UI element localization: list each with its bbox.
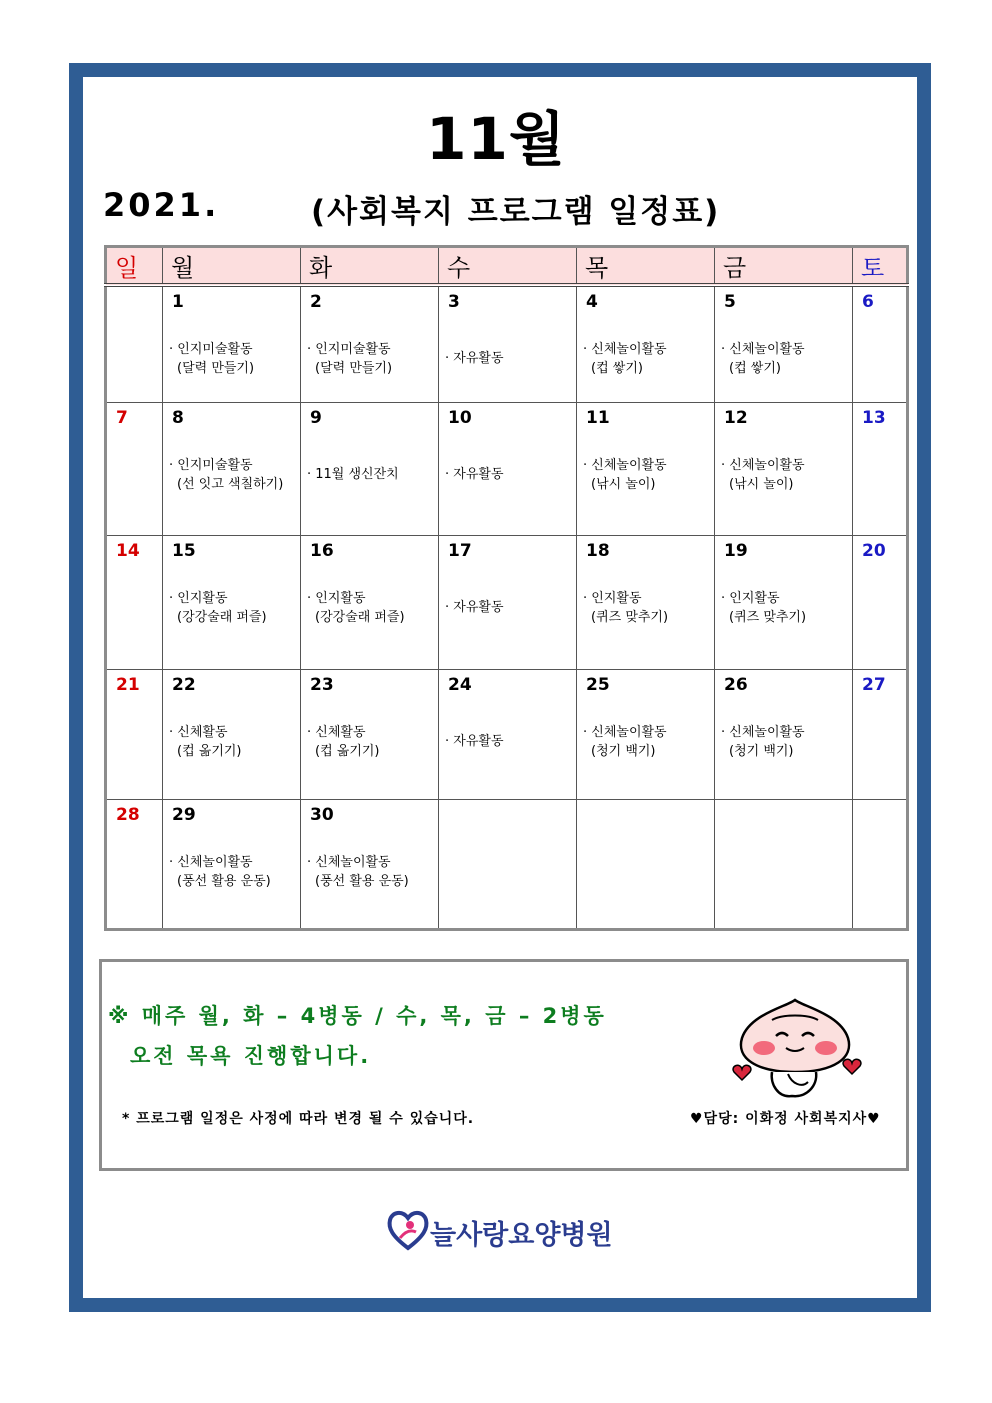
calendar-day-cell bbox=[715, 799, 853, 929]
day-number bbox=[577, 800, 714, 829]
activity-name: · 신체놀이활동 bbox=[721, 457, 805, 473]
activity bbox=[715, 432, 852, 494]
calendar-day-cell bbox=[715, 402, 853, 535]
calendar-day-cell bbox=[853, 285, 908, 402]
calendar-day-cell bbox=[301, 402, 439, 535]
day-number: 25 bbox=[586, 674, 610, 695]
day-number: 23 bbox=[310, 674, 334, 695]
calendar-day-cell bbox=[439, 535, 577, 669]
activity-detail: (풍선 활용 운동) bbox=[315, 873, 409, 889]
activity bbox=[577, 316, 714, 378]
activity-name: · 인지활동 bbox=[307, 590, 366, 606]
day-number: 30 bbox=[310, 804, 334, 825]
peach-character-icon bbox=[722, 992, 868, 1102]
day-number bbox=[439, 800, 576, 829]
activity bbox=[163, 565, 300, 627]
activity-detail: (컵 옮기기) bbox=[177, 743, 242, 759]
calendar-day-cell bbox=[853, 535, 908, 669]
activity bbox=[853, 829, 906, 862]
activity bbox=[107, 699, 162, 732]
weekday-saturday: 토 bbox=[853, 247, 908, 286]
activity bbox=[107, 829, 162, 862]
activity bbox=[715, 829, 852, 862]
day-number: 9 bbox=[310, 407, 322, 428]
weekday-monday: 월 bbox=[163, 247, 301, 286]
activity-detail: (청기 백기) bbox=[591, 743, 656, 759]
bath-schedule-notice: ※ 매주 월, 화 – 4병동 / 수, 목, 금 – 2병동 bbox=[108, 1004, 607, 1028]
day-number: 17 bbox=[448, 540, 472, 561]
activity-name: · 신체활동 bbox=[169, 724, 228, 740]
activity-detail: (달력 만들기) bbox=[177, 361, 255, 376]
activity bbox=[439, 432, 576, 484]
day-number: 8 bbox=[172, 407, 184, 428]
calendar-day-cell bbox=[163, 535, 301, 669]
day-number: 5 bbox=[724, 292, 736, 312]
activity-name: · 인지미술활동 bbox=[169, 457, 253, 473]
calendar-day-cell bbox=[163, 402, 301, 535]
calendar-day-cell bbox=[715, 669, 853, 799]
activity-name: · 자유활동 bbox=[445, 733, 504, 749]
activity bbox=[853, 565, 906, 598]
week-row bbox=[106, 285, 908, 402]
calendar-day-cell bbox=[301, 799, 439, 929]
activity-detail: (낚시 놀이) bbox=[729, 476, 794, 492]
weekday-sunday: 일 bbox=[106, 247, 163, 286]
day-number: 4 bbox=[586, 292, 598, 312]
week-row bbox=[106, 669, 908, 799]
calendar-day-cell bbox=[853, 669, 908, 799]
year-label: 2021. bbox=[103, 186, 220, 224]
calendar-day-cell bbox=[301, 535, 439, 669]
activity bbox=[163, 316, 300, 378]
hospital-logo-text: 늘사랑요양병원 bbox=[430, 1220, 613, 1251]
weekday-header-row bbox=[106, 247, 908, 286]
day-number: 26 bbox=[724, 674, 748, 695]
activity bbox=[715, 699, 852, 761]
activity-detail: (컵 옮기기) bbox=[315, 743, 380, 759]
day-number bbox=[107, 287, 162, 316]
calendar-day-cell bbox=[577, 535, 715, 669]
day-number: 11 bbox=[586, 407, 610, 428]
day-number: 24 bbox=[448, 674, 472, 695]
activity bbox=[853, 699, 906, 732]
activity-detail: (퀴즈 맞추기) bbox=[729, 609, 807, 625]
activity-name: · 신체놀이활동 bbox=[721, 342, 805, 357]
activity bbox=[301, 316, 438, 378]
calendar-day-cell bbox=[106, 799, 163, 929]
heart-logo-icon bbox=[386, 1208, 430, 1252]
activity-detail: (낚시 놀이) bbox=[591, 476, 656, 492]
day-number: 19 bbox=[724, 540, 748, 561]
activity bbox=[107, 432, 162, 465]
calendar-day-cell bbox=[163, 285, 301, 402]
day-number: 15 bbox=[172, 540, 196, 561]
calendar-day-cell bbox=[577, 799, 715, 929]
activity bbox=[107, 316, 162, 349]
activity bbox=[577, 699, 714, 761]
activity-name: · 자유활동 bbox=[445, 599, 504, 615]
day-number bbox=[853, 800, 906, 829]
calendar-day-cell bbox=[106, 535, 163, 669]
calendar-day-cell bbox=[106, 402, 163, 535]
activity-detail: (선 잇고 색칠하기) bbox=[177, 476, 284, 492]
day-number: 1 bbox=[172, 292, 184, 312]
activity bbox=[163, 829, 300, 891]
day-number: 27 bbox=[862, 674, 886, 695]
calendar-day-cell bbox=[301, 669, 439, 799]
activity-name: · 신체놀이활동 bbox=[307, 854, 391, 870]
day-number: 20 bbox=[862, 540, 886, 561]
day-number: 16 bbox=[310, 540, 334, 561]
calendar-day-cell bbox=[715, 285, 853, 402]
day-number: 29 bbox=[172, 804, 196, 825]
calendar-day-cell bbox=[439, 669, 577, 799]
calendar-day-cell bbox=[577, 402, 715, 535]
activity-name: · 자유활동 bbox=[445, 466, 504, 482]
calendar-day-cell bbox=[577, 669, 715, 799]
activity-name: · 자유활동 bbox=[445, 351, 504, 366]
program-title: (사회복지 프로그램 일정표) bbox=[311, 194, 721, 230]
weekday-thursday: 목 bbox=[577, 247, 715, 286]
calendar-day-cell bbox=[106, 285, 163, 402]
activity bbox=[439, 565, 576, 617]
activity-name: · 신체활동 bbox=[307, 724, 366, 740]
calendar-day-cell bbox=[715, 535, 853, 669]
calendar-day-cell bbox=[853, 402, 908, 535]
activity-name: · 신체놀이활동 bbox=[721, 724, 805, 740]
month-title: 11월 bbox=[426, 105, 566, 173]
activity bbox=[577, 829, 714, 862]
activity-detail: (강강술래 퍼즐) bbox=[315, 609, 405, 625]
activity-detail: (퀴즈 맞추기) bbox=[591, 609, 669, 625]
calendar-day-cell bbox=[853, 799, 908, 929]
activity bbox=[301, 565, 438, 627]
bath-schedule-notice-2: 오전 목욕 진행합니다. bbox=[130, 1044, 372, 1068]
calendar-table bbox=[104, 245, 909, 931]
activity-name: · 신체놀이활동 bbox=[583, 457, 667, 473]
day-number: 21 bbox=[116, 674, 140, 695]
day-number bbox=[715, 800, 852, 829]
day-number: 6 bbox=[862, 292, 874, 312]
day-number: 2 bbox=[310, 292, 322, 312]
day-number: 7 bbox=[116, 407, 128, 428]
activity-detail: (강강술래 퍼즐) bbox=[177, 609, 267, 625]
calendar-day-cell bbox=[106, 669, 163, 799]
activity-name: · 신체놀이활동 bbox=[583, 724, 667, 740]
activity-detail: (컵 쌓기) bbox=[591, 361, 643, 376]
activity-detail: (풍선 활용 운동) bbox=[177, 873, 271, 889]
activity bbox=[577, 565, 714, 627]
day-number: 10 bbox=[448, 407, 472, 428]
activity-name: · 신체놀이활동 bbox=[169, 854, 253, 870]
activity-name: · 인지미술활동 bbox=[169, 342, 253, 357]
calendar-day-cell bbox=[577, 285, 715, 402]
schedule-change-footnote: * 프로그램 일정은 사정에 따라 변경 될 수 있습니다. bbox=[122, 1111, 475, 1127]
activity bbox=[853, 432, 906, 465]
week-row bbox=[106, 402, 908, 535]
weekday-tuesday: 화 bbox=[301, 247, 439, 286]
activity-detail: (달력 만들기) bbox=[315, 361, 393, 376]
day-number: 14 bbox=[116, 540, 140, 561]
activity bbox=[301, 829, 438, 891]
calendar-day-cell bbox=[439, 402, 577, 535]
activity bbox=[439, 316, 576, 368]
activity bbox=[715, 316, 852, 378]
activity bbox=[577, 432, 714, 494]
activity bbox=[439, 829, 576, 862]
activity bbox=[163, 432, 300, 494]
activity bbox=[439, 699, 576, 751]
day-number: 22 bbox=[172, 674, 196, 695]
calendar-day-cell bbox=[439, 285, 577, 402]
day-number: 12 bbox=[724, 407, 748, 428]
activity-detail: (청기 백기) bbox=[729, 743, 794, 759]
activity bbox=[163, 699, 300, 761]
activity bbox=[715, 565, 852, 627]
activity-name: · 신체놀이활동 bbox=[583, 342, 667, 357]
day-number: 18 bbox=[586, 540, 610, 561]
day-number: 3 bbox=[448, 292, 460, 312]
day-number: 13 bbox=[862, 407, 886, 428]
week-row bbox=[106, 535, 908, 669]
activity-detail: (컵 쌓기) bbox=[729, 361, 781, 376]
manager-credit: ♥담당: 이화정 사회복지사♥ bbox=[690, 1111, 881, 1127]
activity bbox=[853, 316, 906, 349]
activity bbox=[301, 699, 438, 761]
activity bbox=[107, 565, 162, 598]
calendar-day-cell bbox=[301, 285, 439, 402]
activity-name: · 인지활동 bbox=[721, 590, 780, 606]
week-row bbox=[106, 799, 908, 929]
calendar-day-cell bbox=[439, 799, 577, 929]
weekday-friday: 금 bbox=[715, 247, 853, 286]
day-number: 28 bbox=[116, 804, 140, 825]
calendar-day-cell bbox=[163, 799, 301, 929]
weekday-wednesday: 수 bbox=[439, 247, 577, 286]
activity bbox=[301, 432, 438, 484]
activity-name: · 인지미술활동 bbox=[307, 342, 391, 357]
activity-name: · 인지활동 bbox=[169, 590, 228, 606]
activity-name: · 인지활동 bbox=[583, 590, 642, 606]
activity-name: · 11월 생신잔치 bbox=[307, 466, 399, 482]
calendar-day-cell bbox=[163, 669, 301, 799]
